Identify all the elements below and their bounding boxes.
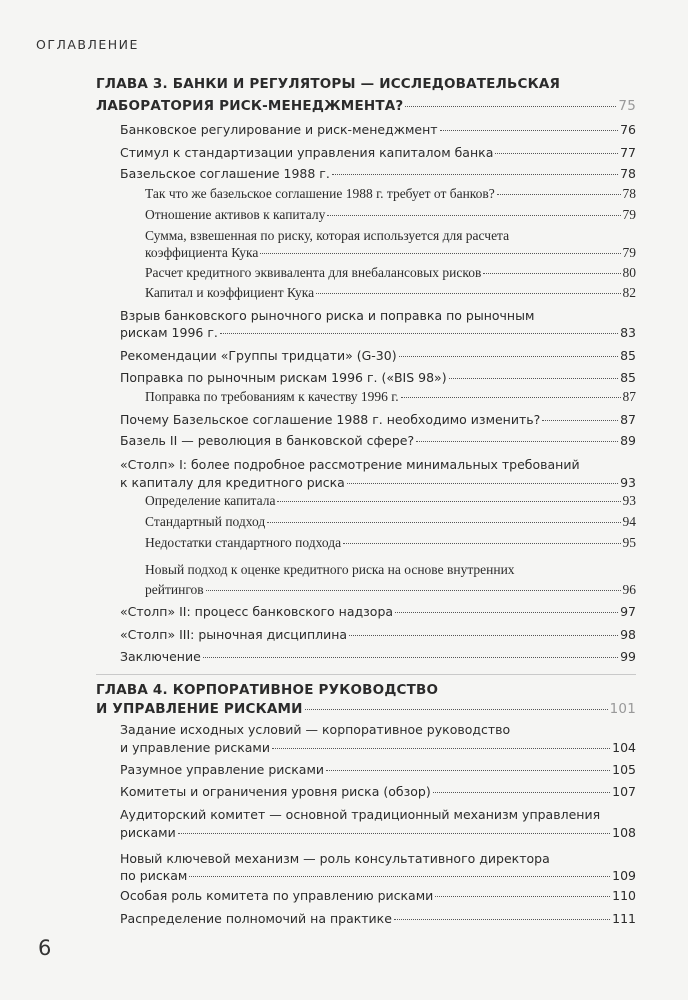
toc-entry[interactable]: к капиталу для кредитного риска 93 bbox=[120, 475, 636, 490]
toc-entry-line1: Взрыв банковского рыночного риска и поправка по рыночным bbox=[120, 308, 535, 323]
toc-subentry-line1: Сумма, взвешенная по риску, которая используется для расчета bbox=[145, 228, 510, 243]
section-divider bbox=[96, 674, 636, 675]
toc-entry-line1: «Столп» I: более подробное рассмотрение минимальных требований bbox=[120, 457, 580, 472]
toc-subentry[interactable]: Расчет кредитного эквивалента для внебалансовых рисков 80 bbox=[145, 265, 636, 280]
chapter-4-title-line2: И УПРАВЛЕНИЕ РИСКАМИ bbox=[96, 701, 303, 717]
chapter-3-title[interactable] bbox=[96, 98, 636, 114]
toc-entry[interactable]: Рекомендации «Группы тридцати» (G-30) 85 bbox=[120, 348, 636, 363]
chapter-3-page: 75 bbox=[618, 98, 636, 114]
toc-subentry-line1: Новый подход к оценке кредитного риска на основе внутренних bbox=[145, 562, 515, 577]
toc-entry[interactable]: Распределение полномочий на практике 111 bbox=[120, 911, 636, 926]
toc-entry[interactable]: «Столп» II: процесс банковского надзора 97 bbox=[120, 604, 636, 619]
toc-entry[interactable]: Стимул к стандартизации управления капиталом банка 77 bbox=[120, 145, 636, 160]
toc-entry[interactable]: Базель II — революция в банковской сфере? 89 bbox=[120, 433, 636, 448]
running-header: ОГЛАВЛЕНИЕ bbox=[36, 37, 139, 52]
toc-entry[interactable]: Поправка по рыночным рискам 1996 г. («BIS 98») 85 bbox=[120, 370, 636, 385]
toc-subentry[interactable]: Так что же базельское соглашение 1988 г. требует от банков? 78 bbox=[145, 186, 636, 201]
chapter-4-title-line1: ГЛАВА 4. КОРПОРАТИВНОЕ РУКОВОДСТВО bbox=[96, 682, 439, 698]
toc-subentry[interactable]: Недостатки стандартного подхода 95 bbox=[145, 535, 636, 550]
dot-leader bbox=[405, 106, 616, 107]
toc-entry[interactable]: Почему Базельское соглашение 1988 г. необходимо изменить? 87 bbox=[120, 412, 636, 427]
toc-entry[interactable]: рисками 108 bbox=[120, 825, 636, 840]
chapter-3-title-line1: ГЛАВА 3. БАНКИ И РЕГУЛЯТОРЫ — ИССЛЕДОВАТЕЛЬСКАЯ bbox=[96, 76, 561, 92]
toc-subentry[interactable]: Отношение активов к капиталу 79 bbox=[145, 207, 636, 222]
toc-subentry[interactable]: Поправка по требованиям к качеству 1996 г. 87 bbox=[145, 389, 636, 404]
toc-entry[interactable]: Разумное управление рисками 105 bbox=[120, 762, 636, 777]
toc-entry[interactable]: и управление рисками 104 bbox=[120, 740, 636, 755]
toc-subentry[interactable]: рейтингов 96 bbox=[145, 582, 636, 597]
toc-entry[interactable]: Банковское регулирование и риск-менеджмент 76 bbox=[120, 122, 636, 137]
toc-entry-line1: Аудиторский комитет — основной традиционный механизм управления bbox=[120, 807, 601, 822]
toc-entry-line1: Новый ключевой механизм — роль консультативного директора bbox=[120, 851, 550, 866]
toc-entry[interactable]: Комитеты и ограничения уровня риска (обзор) 107 bbox=[120, 784, 636, 799]
toc-subentry[interactable]: Капитал и коэффициент Кука 82 bbox=[145, 285, 636, 300]
toc-entry[interactable]: по рискам 109 bbox=[120, 868, 636, 883]
chapter-4-title[interactable] bbox=[96, 701, 636, 717]
toc-subentry[interactable]: Определение капитала 93 bbox=[145, 493, 636, 508]
toc-entry[interactable]: Базельское соглашение 1988 г. 78 bbox=[120, 166, 636, 181]
page-number: 6 bbox=[38, 936, 52, 960]
chapter-3-title-line2: ЛАБОРАТОРИЯ РИСК-МЕНЕДЖМЕНТА? bbox=[96, 98, 404, 114]
toc-subentry[interactable]: коэффициента Кука 79 bbox=[145, 245, 636, 260]
toc-entry[interactable]: Особая роль комитета по управлению рисками 110 bbox=[120, 888, 636, 903]
dot-leader bbox=[305, 709, 608, 710]
toc-entry[interactable]: рискам 1996 г. 83 bbox=[120, 325, 636, 340]
toc-entry-line1: Задание исходных условий — корпоративное руководство bbox=[120, 722, 511, 737]
toc-entry[interactable]: «Столп» III: рыночная дисциплина 98 bbox=[120, 627, 636, 642]
toc-subentry[interactable]: Стандартный подход 94 bbox=[145, 514, 636, 529]
toc-entry[interactable]: Заключение 99 bbox=[120, 649, 636, 664]
chapter-4-page: 101 bbox=[609, 701, 636, 717]
